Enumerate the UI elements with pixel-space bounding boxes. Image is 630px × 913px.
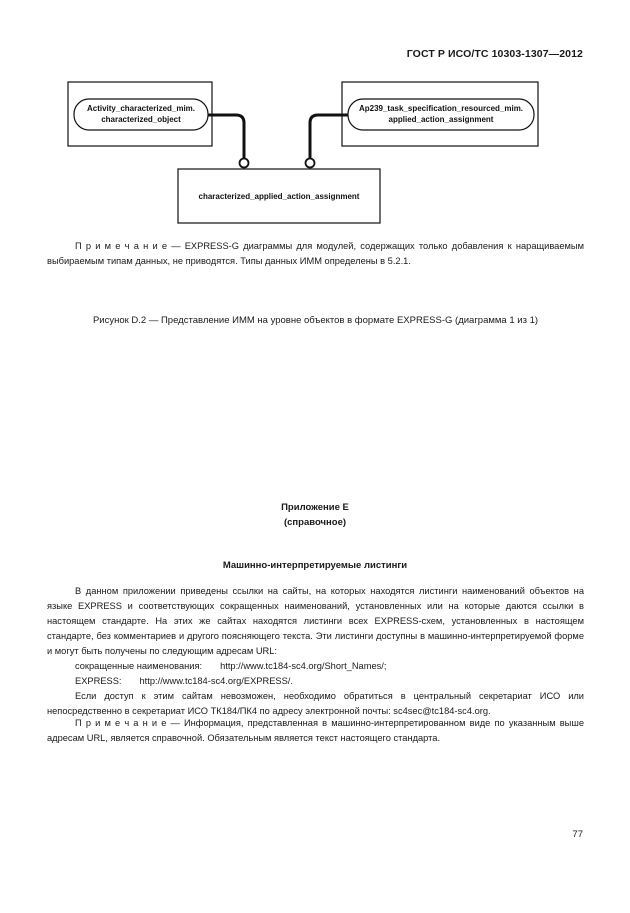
section-heading: Машинно-интерпретируемые листинги: [222, 560, 408, 571]
url-label-express: EXPRESS:: [75, 676, 122, 686]
appendix-note: [47, 716, 584, 746]
appendix-note-text: — Информация, представленная в машинно-интерпретированном виде по указанным выше адресам URL, является справочной. Обязательным является текст настоящего стандарта.: [47, 718, 584, 743]
figure-caption: Рисунок D.2 — Представление ИММ на уровне объектов в формате EXPRESS-G (диаграмма 1 из 1): [92, 315, 539, 326]
page-number: 77: [572, 829, 583, 840]
body-paragraph-1: В данном приложении приведены ссылки на сайты, на которых находятся листинги наименований объектов на языке EXPRESS и соответствующих сокращенных наименований, установленных или на которые даются ссылки в настоящем стандарте. На этих же сайтах находятся листинги всех EXPRESS-схем, установленных в настоящем стандарте, без комментариев и другого поясняющего текста. Эти листинги доступны в машинно-интерпретируемой форме и могут быть получены по следующим адресам URL:: [47, 586, 584, 656]
document-header: ГОСТ Р ИСО/ТС 10303-1307—2012: [406, 48, 583, 60]
right-entity-line1: Ap239_task_specification_resourced_mim.: [358, 104, 524, 113]
center-entity-label: characterized_applied_action_assignment: [198, 192, 360, 201]
appendix-subtitle: (справочное): [283, 517, 347, 528]
left-entity-line1: Activity_characterized_mim.: [86, 104, 196, 113]
relation-line-left: [208, 115, 244, 158]
relation-circle-left: [240, 159, 249, 168]
url-short-names: http://www.tc184-sc4.org/Short_Names/;: [220, 661, 387, 671]
left-entity-line2: characterized_object: [101, 115, 181, 124]
right-entity-line2: applied_action_assignment: [388, 115, 494, 124]
express-g-diagram: [0, 0, 630, 240]
relation-circle-right: [306, 159, 315, 168]
url-line-express: [47, 674, 584, 689]
appendix-note-prefix: П р и м е ч а н и е: [75, 718, 167, 728]
url-label-short-names: сокращенные наименования:: [75, 661, 203, 671]
url-line-short-names: [47, 659, 584, 674]
appendix-body: [47, 584, 584, 719]
appendix-title: Приложение Е: [281, 502, 349, 513]
appendix-heading: [0, 500, 630, 530]
note-text: — EXPRESS-G диаграммы для модулей, содержащих только добавления к наращиваемым выбираемым типам данных, не приводятся. Типы данных ИММ определены в 5.2.1.: [47, 241, 584, 266]
diagram-note: [47, 239, 584, 269]
body-paragraph-2: Если доступ к этим сайтам невозможен, необходимо обратиться в центральный секретариат ИСО или непосредственно в секретариат ИСО ТК184/ПК4 по адресу электронной почты: sc4sec@tc184-sc4.org.: [47, 691, 584, 716]
note-prefix: П р и м е ч а н и е: [75, 241, 168, 251]
url-express: http://www.tc184-sc4.org/EXPRESS/.: [139, 676, 293, 686]
